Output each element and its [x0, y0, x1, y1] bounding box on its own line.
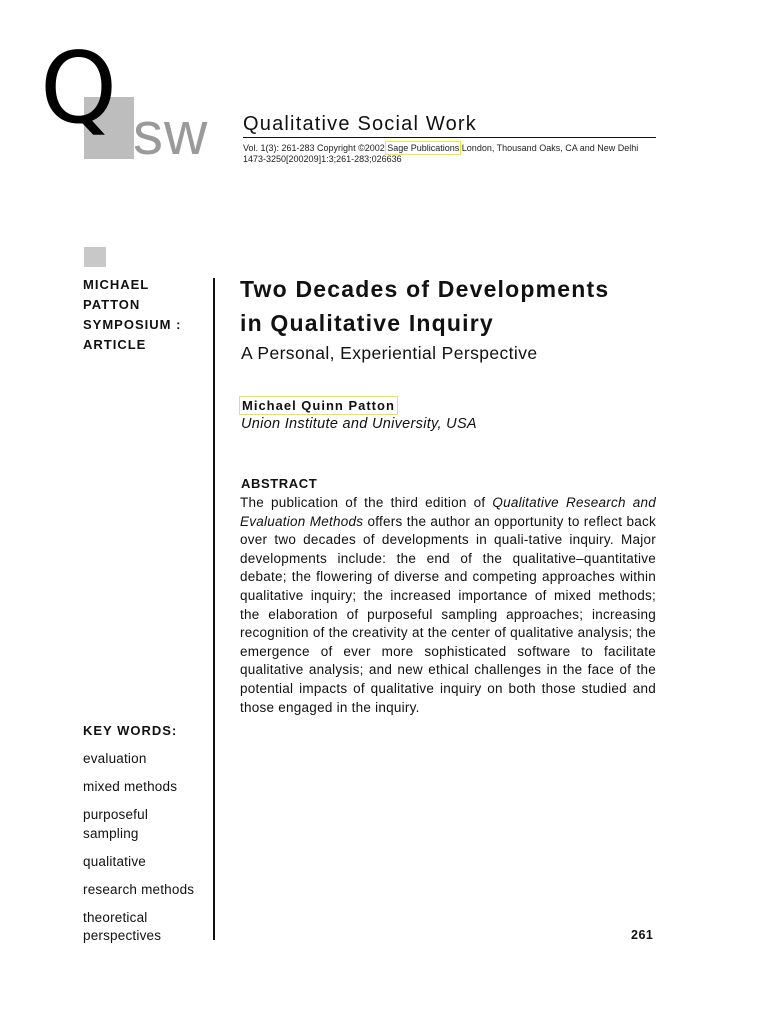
section-marker-square — [84, 247, 106, 267]
abstract-body: offers the author an opportunity to reflect back over two decades of developments in quali-tative inquiry. Major developments include: the end of the qualitative–quantitative debate; the flowering of diverse and competing approaches within qualitative inquiry; the increased importance of mixed methods; the elaboration of purposeful sampling approaches; increasing recognition of the creativity at the center of qualitative analysis; the emergence of ever more sophisticated software to facilitate qualitative analysis; and new ethical challenges in the face of the potential impacts of qualitative inquiry on both those studied and those engaged in the inquiry. — [240, 513, 657, 715]
section-label-line: ARTICLE — [83, 337, 147, 352]
abstract-heading: ABSTRACT — [241, 476, 318, 491]
keywords-heading: KEY WORDS: — [83, 723, 178, 738]
citation-line — [243, 143, 638, 153]
author-name[interactable]: Michael Quinn Patton — [242, 398, 395, 413]
keyword-item: theoretical perspectives — [83, 909, 162, 943]
keyword-item: mixed methods — [83, 779, 178, 794]
publisher-link[interactable]: Sage Publications — [387, 143, 460, 153]
keyword-item: evaluation — [83, 751, 147, 766]
logo-letter-q: Q — [40, 32, 118, 146]
article-title-line: Two Decades of Developments — [240, 276, 610, 302]
journal-title: Qualitative Social Work — [243, 113, 477, 135]
abstract-text — [240, 494, 656, 717]
logo-sw: sw — [133, 100, 209, 167]
keyword-item: research methods — [83, 881, 195, 897]
section-label-line: SYMPOSIUM : — [83, 317, 182, 332]
citation-suffix: London, Thousand Oaks, CA and New Delhi — [459, 143, 639, 153]
keywords-list — [83, 750, 211, 955]
doi-line: 1473-3250[200209]1:3;261-283;026636 — [243, 154, 402, 164]
author-affiliation: Union Institute and University, USA — [241, 416, 477, 432]
header-divider — [243, 137, 656, 138]
book-title: Qualitative Research and Evaluation Methods — [240, 495, 656, 529]
section-label-line: MICHAEL — [83, 277, 150, 292]
article-title — [240, 272, 660, 340]
column-divider — [213, 278, 215, 940]
keyword-item: purposeful sampling — [83, 807, 149, 841]
page-number: 261 — [631, 928, 654, 942]
section-label — [83, 275, 203, 355]
keyword-item: qualitative — [83, 853, 146, 869]
section-label-line: PATTON — [83, 297, 141, 312]
article-title-line: in Qualitative Inquiry — [240, 310, 494, 336]
article-subtitle: A Personal, Experiential Perspective — [241, 343, 538, 363]
citation-prefix: Vol. 1(3): 261-283 Copyright ©2002 — [243, 143, 388, 153]
abstract-lead: The publication of the third edition of — [240, 495, 493, 510]
